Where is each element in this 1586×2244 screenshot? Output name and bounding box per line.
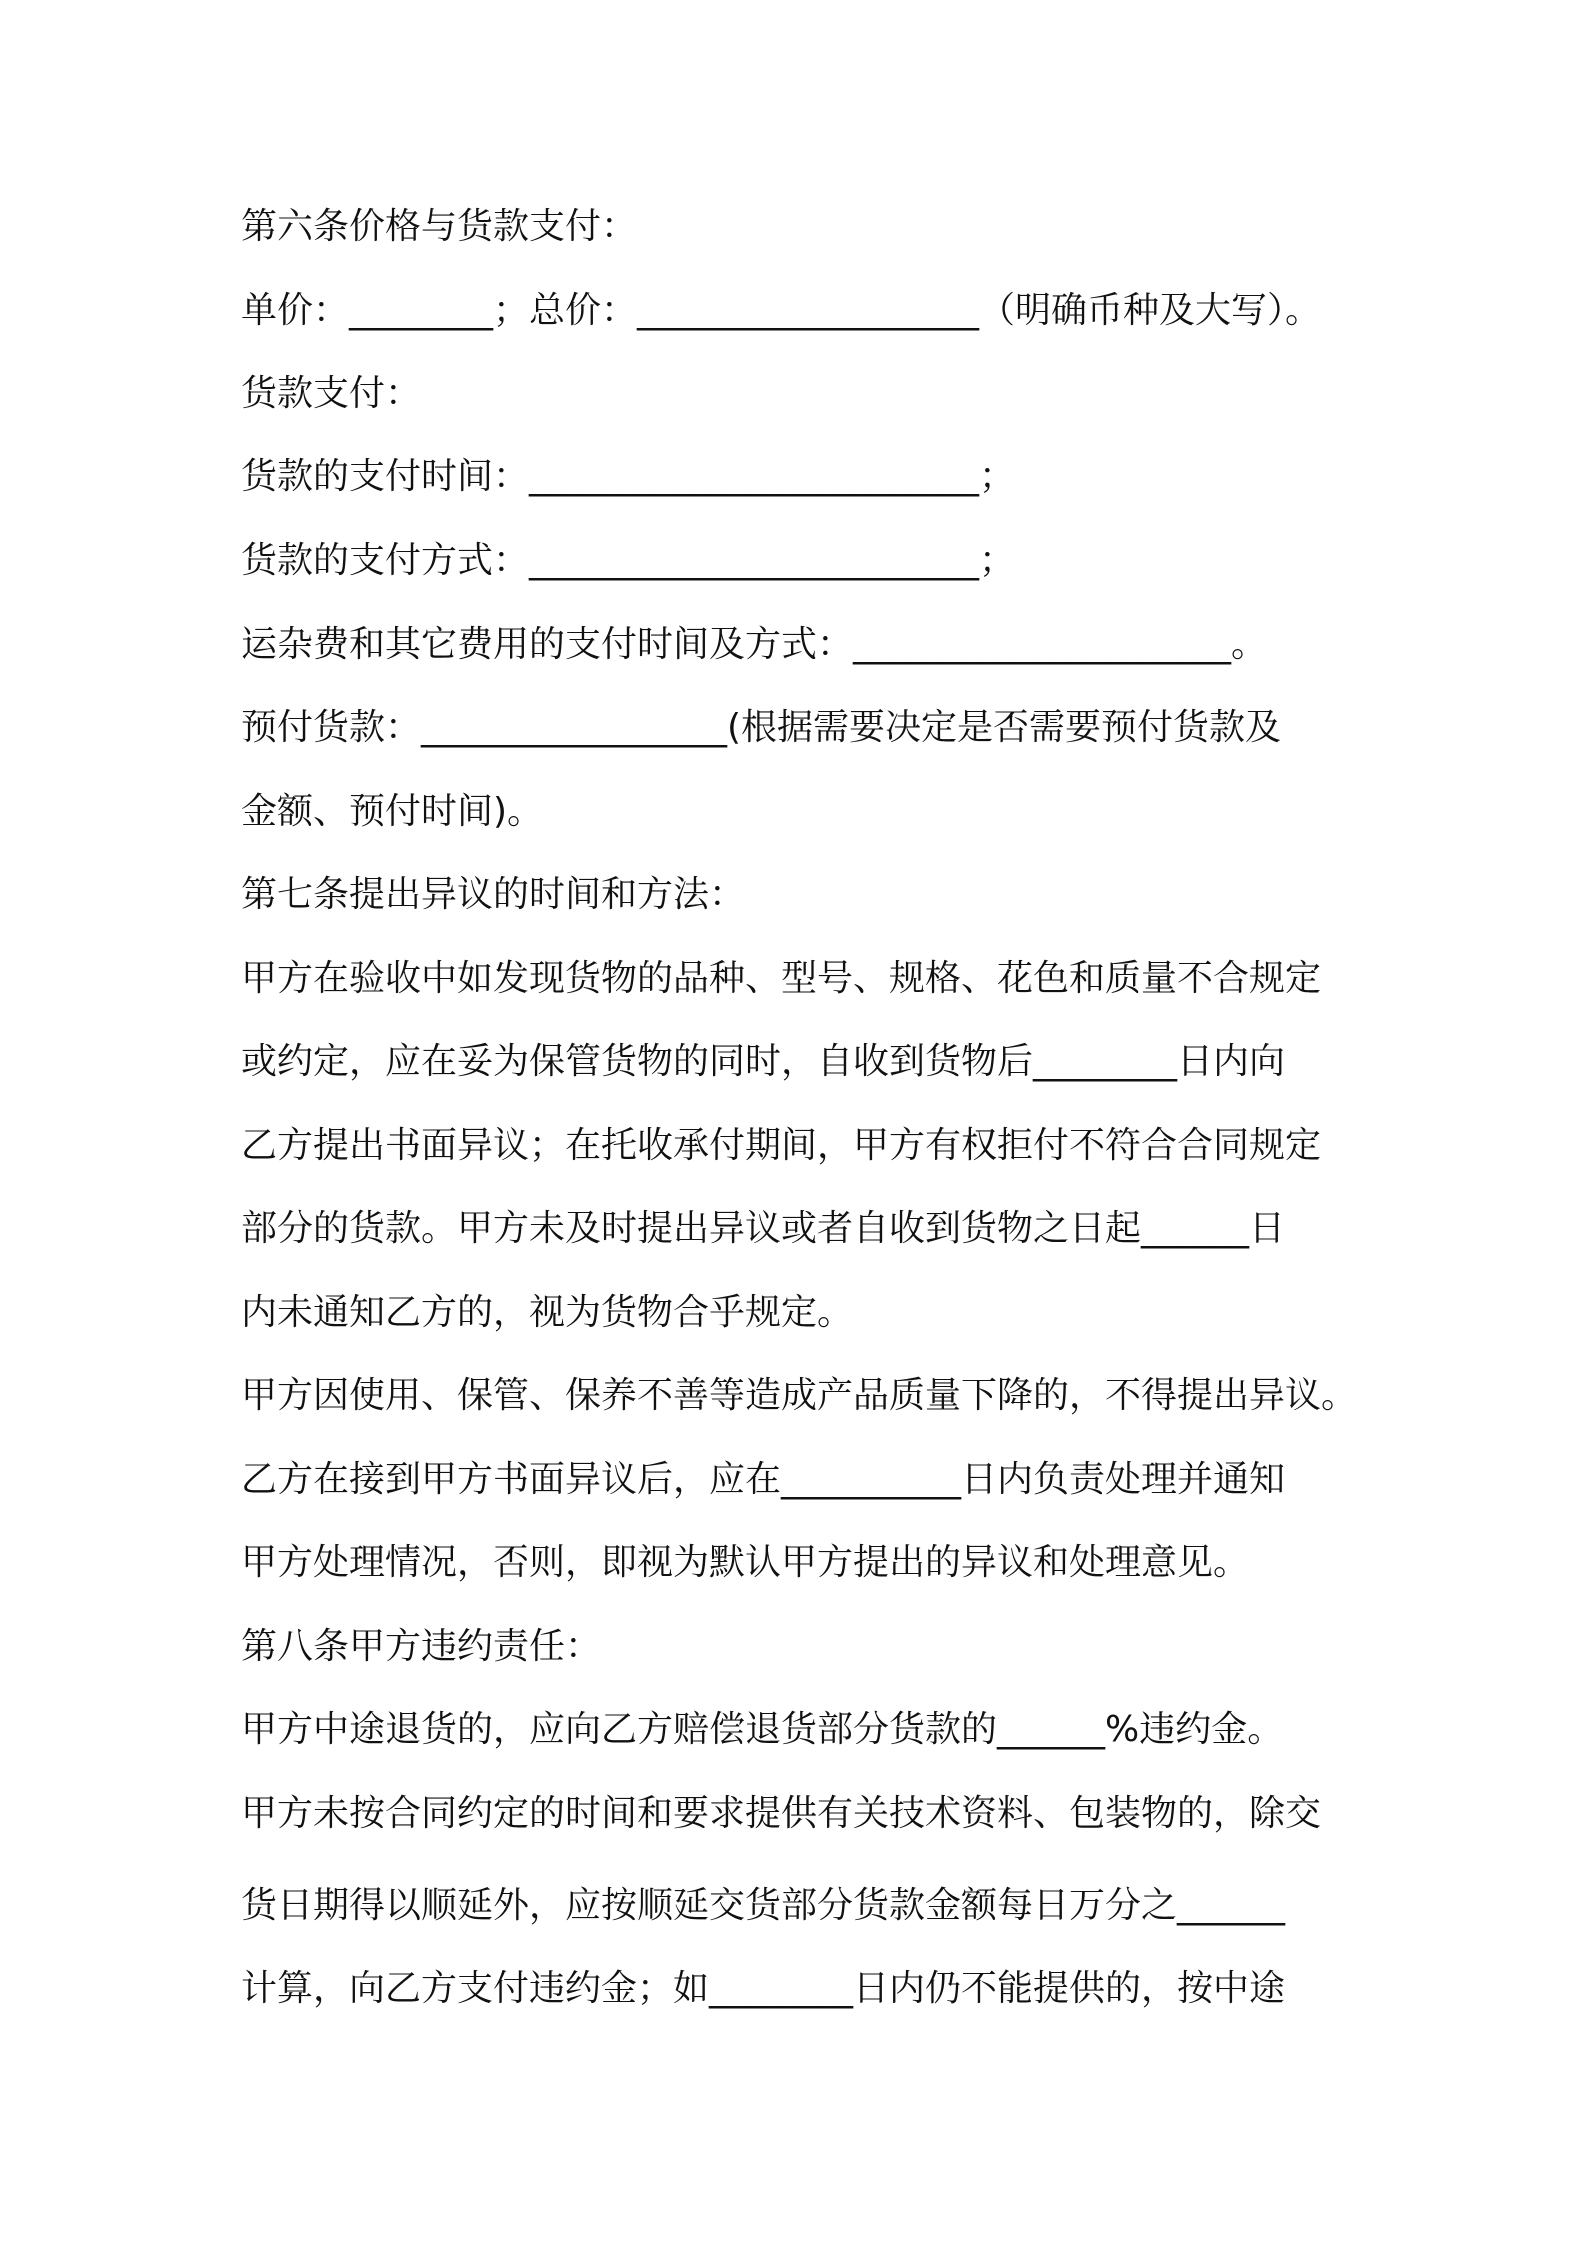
paragraph-line: 甲方因使用、保管、保养不善等造成产品质量下降的，不得提出异议。 <box>241 1375 1358 1416</box>
freight-payment-line: 运杂费和其它费用的支付时间及方式：_____________________。 <box>241 624 1268 665</box>
unit-price-line: 单价：________；总价：___________________（明确币种及大写）。 <box>241 290 1322 331</box>
article-6-heading: 第六条价格与货款支付： <box>241 206 638 247</box>
paragraph-line: 甲方中途退货的，应向乙方赔偿退货部分货款的______%违约金。 <box>241 1709 1284 1750</box>
prepayment-line-cont: 金额、预付时间)。 <box>241 791 544 832</box>
payment-time-line: 货款的支付时间：_________________________； <box>241 456 1016 497</box>
paragraph-line: 部分的货款。甲方未及时提出异议或者自收到货物之日起______日 <box>241 1208 1286 1249</box>
paragraph-line: 乙方在接到甲方书面异议后，应在__________日内负责处理并通知 <box>241 1459 1286 1500</box>
paragraph-line: 乙方提出书面异议；在托收承付期间，甲方有权拒付不符合合同规定 <box>241 1125 1322 1166</box>
paragraph-line: 甲方未按合同约定的时间和要求提供有关技术资料、包装物的，除交 <box>241 1793 1322 1834</box>
article-8-heading: 第八条甲方违约责任： <box>241 1626 602 1667</box>
paragraph-line: 计算，向乙方支付违约金；如________日内仍不能提供的，按中途 <box>241 1968 1286 2009</box>
payment-method-line: 货款的支付方式：_________________________； <box>241 540 1016 581</box>
paragraph-line: 货日期得以顺延外，应按顺延交货部分货款金额每日万分之______ <box>241 1885 1286 1926</box>
payment-heading: 货款支付： <box>241 373 422 414</box>
prepayment-line: 预付货款：_________________(根据需要决定是否需要预付货款及 <box>241 707 1282 748</box>
paragraph-line: 甲方处理情况，否则，即视为默认甲方提出的异议和处理意见。 <box>241 1542 1250 1583</box>
paragraph-line: 或约定，应在妥为保管货物的同时，自收到货物后________日内向 <box>241 1041 1286 1082</box>
paragraph-line: 甲方在验收中如发现货物的品种、型号、规格、花色和质量不合规定 <box>241 958 1322 999</box>
article-7-heading: 第七条提出异议的时间和方法： <box>241 874 746 915</box>
paragraph-line: 内未通知乙方的，视为货物合乎规定。 <box>241 1292 854 1333</box>
